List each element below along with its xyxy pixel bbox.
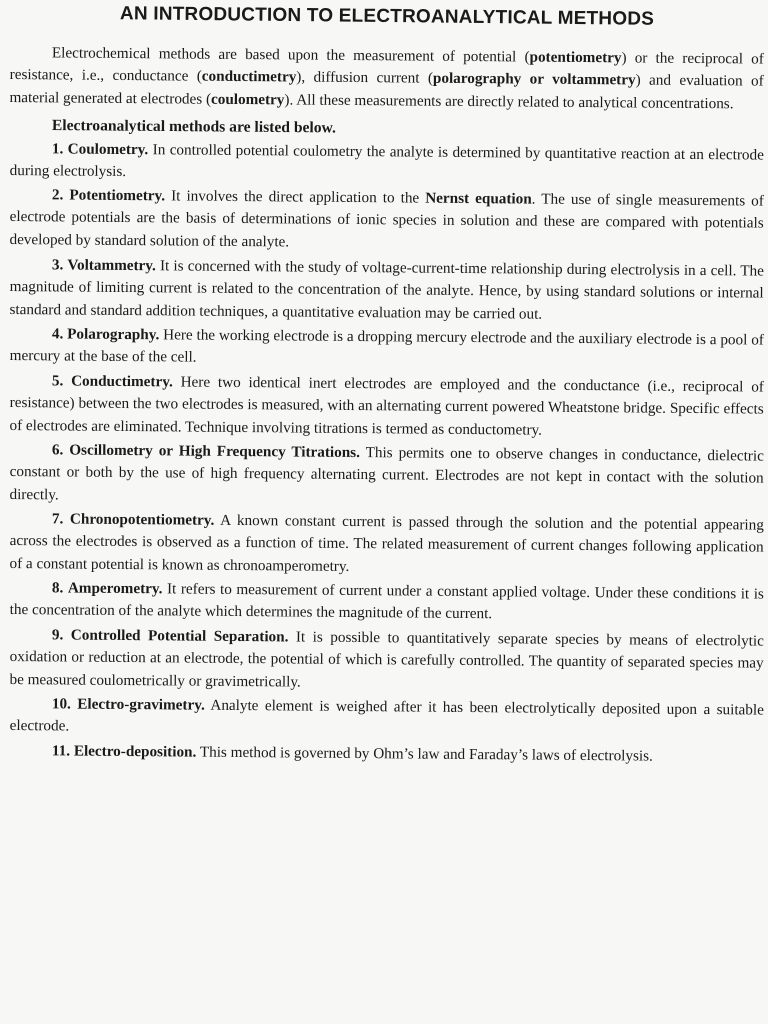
intro-text-5: ). All these measurements are directly related to analytical concentrations. (284, 91, 734, 113)
method-term: Voltammetry. (67, 256, 156, 274)
method-description: This method is governed by Ohm’s law and Faraday’s laws of electrolysis. (199, 743, 653, 765)
intro-term-coulometry: coulometry (210, 90, 285, 109)
method-item-electro-gravimetry (10, 693, 764, 744)
method-number: 9. (51, 626, 64, 644)
method-number: 5. (51, 372, 64, 390)
method-description: This permits one to observe changes in conductance, dielectric constant or both by the use of high frequency alternating current. Electrodes are not kept in contact with the solution directly. (9, 444, 764, 504)
method-item-voltammetry (9, 254, 764, 328)
intro-term-conductimetry: conductimetry (201, 68, 297, 86)
method-number: 2. (51, 186, 64, 204)
method-term: Electro-deposition. (73, 742, 197, 761)
method-term: Polarography. (67, 325, 160, 344)
method-term: Coulometry. (67, 140, 149, 158)
method-number: 6. (51, 441, 64, 459)
method-term: Conductimetry. (71, 372, 173, 391)
intro-text-3: ), diffusion current ( (296, 68, 434, 88)
intro-text-1: Electrochemical methods are based upon the measurement of potential ( (51, 44, 530, 66)
intro-term-polarography: polarography or voltammetry (432, 70, 636, 89)
intro-term-potentiometry: potentiometry (529, 48, 622, 67)
method-number: 8. (51, 579, 64, 597)
method-term: Potentiometry. (69, 186, 166, 205)
method-item-potentiometry (9, 184, 764, 258)
nernst-equation-term: Nernst equation (425, 190, 532, 208)
intro-paragraph (9, 42, 764, 116)
method-description: Analyte element is weighed after it has been electrolytically deposited upon a suitable electrode. (9, 697, 764, 736)
method-term: Electro-gravimetry. (77, 695, 205, 715)
method-item-oscillometry (9, 439, 764, 513)
method-item-conductimetry (9, 370, 764, 444)
method-term: Amperometry. (67, 579, 163, 598)
method-description: Here two identical inert electrodes are employed and the conductance (i.e., reciprocal of resistance) between the two electrodes is measured, with an alternating current powered Wheatstone bridge. Specific effects of electrodes are eliminated. Technique involving titrations is termed as conductometry. (9, 373, 764, 439)
method-term: Oscillometry or High Frequency Titrations. (69, 441, 361, 461)
intro-text-4: ) and evaluation of material generated at electrodes ( (9, 71, 764, 108)
method-term: Controlled Potential Separation. (70, 626, 289, 646)
method-term: Chronopotentiometry. (69, 510, 215, 529)
method-description: A known constant current is passed through the solution and the potential appearing across the electrodes is observed as a function of time. The related measurement of current changes following application of a constant potential is known as chronoamperometry. (9, 511, 764, 575)
method-description: In controlled potential coulometry the analyte is determined by quantitative reaction at an electrode during electrolysis. (9, 140, 764, 181)
method-item-electro-deposition (10, 740, 764, 769)
method-description-cont: . The use of single measurements of electrode potentials are the basis of determinations of ionic species in solution and these are compared with potentials developed by standard solution of the analyte. (9, 190, 764, 251)
method-item-coulometry (10, 138, 764, 189)
method-description: It involves the direct application to the (171, 187, 426, 208)
method-number: 10. (51, 695, 71, 713)
method-description: It refers to measurement of current under a constant applied voltage. Under these conditions it is the concentration of the analyte which determines the magnitude of the current. (9, 580, 764, 623)
method-number: 3. (51, 256, 64, 274)
method-number: 7. (51, 510, 64, 528)
method-item-controlled-potential-separation (9, 624, 764, 698)
method-item-amperometry (10, 577, 764, 628)
intro-text-2: ) or the reciprocal of resistance, i.e., conductance ( (9, 49, 764, 86)
method-item-chronopotentiometry (9, 508, 764, 582)
method-item-polarography (10, 323, 764, 374)
list-heading: Electroanalytical methods are listed below. (51, 117, 336, 137)
method-description: It is possible to quantitatively separate species by means of electrolytic oxidation or reduction at an electrode, the potential of which is carefully controlled. The quantity of separated species may be measured coulometrically or gravimetrically. (9, 628, 764, 691)
method-description: Here the working electrode is a dropping mercury electrode and the auxiliary electrode is a pool of mercury at the base of the cell. (9, 326, 764, 366)
page-title: AN INTRODUCTION TO ELECTROANALYTICAL METHODS (119, 3, 655, 30)
method-description: It is concerned with the study of voltage-current-time relationship during electrolysis in a cell. The magnitude of limiting current is related to the concentration of the analyte. Hence, by using standard solutions or internal standard and standard addition techniques, a quantitative evaluation may be carried out. (9, 256, 764, 323)
method-number: 4. (51, 325, 64, 343)
method-number: 11. (51, 742, 71, 760)
method-number: 1. (51, 139, 64, 158)
